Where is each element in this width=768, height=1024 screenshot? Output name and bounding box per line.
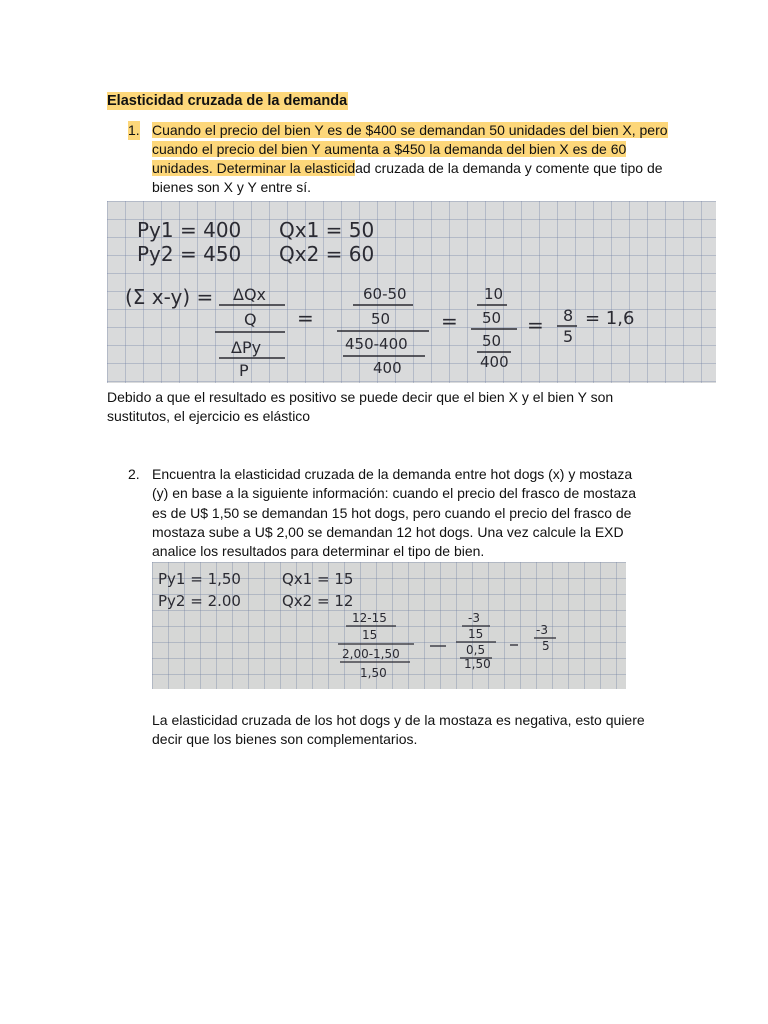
hw1-m2: 50 <box>482 309 502 327</box>
svg-text:=: = <box>297 306 314 330</box>
hw1-n2: 50 <box>371 310 391 328</box>
exercise-1-text-rest: ad cruzada de la demanda y comente que tipo de bienes son X y Y entre sí. <box>152 160 663 195</box>
hw1-qx2: Qx2 = 60 <box>279 242 375 266</box>
hw1-lhs: (Σ x-y) = <box>125 285 214 309</box>
handwritten-solution-1 <box>107 201 716 383</box>
hw2-py1: Py1 = 1,50 <box>158 570 241 588</box>
hw2-r1: -3 <box>536 623 548 637</box>
hw1-frac-dqx: ΔQx <box>233 285 267 304</box>
hw1-frac-p: P <box>239 361 249 380</box>
hw1-n1: 60-50 <box>363 285 407 303</box>
hw2-n4: 1,50 <box>360 666 387 680</box>
svg-text:=: = <box>441 309 458 333</box>
hw1-n4: 400 <box>373 359 402 377</box>
hw1-m4: 400 <box>480 353 509 371</box>
hw1-py2: Py2 = 450 <box>137 242 242 266</box>
hw2-n2: 15 <box>362 628 378 642</box>
hw2-m4: 1,50 <box>464 657 491 671</box>
hw2-py2: Py2 = 2.00 <box>158 592 241 610</box>
document-title: Elasticidad cruzada de la demanda <box>107 93 348 109</box>
exercise-1-text <box>152 121 668 197</box>
hw1-qx1: Qx1 = 50 <box>279 218 375 242</box>
hw2-n3: 2,00-1,50 <box>342 647 400 661</box>
hw2-qx1: Qx1 = 15 <box>282 570 354 588</box>
svg-text:=: = <box>527 313 544 337</box>
handwritten-solution-2-photo <box>152 562 626 689</box>
conclusion-2: La elasticidad cruzada de los hot dogs y de la mostaza es negativa, esto quiere decir que los bienes son complementarios. <box>152 712 645 748</box>
exercise-2-number: 2. <box>128 466 140 482</box>
hw1-frac-dpy: ΔPy <box>231 338 262 357</box>
exercise-1-text-highlighted: Cuando el precio del bien Y es de $400 se demandan 50 unidades del bien X, pero cuando el precio del bien Y aumenta a $450 la demanda del bien X es de 60 unidades. Determinar la elasticid <box>152 122 668 176</box>
hw1-py1: Py1 = 400 <box>137 218 242 242</box>
hw2-qx2: Qx2 = 12 <box>282 592 354 610</box>
hw2-r2: 5 <box>542 639 550 653</box>
conclusion-1: Debido a que el resultado es positivo se puede decir que el bien X y el bien Y son sustitutos, el ejercicio es elástico <box>107 389 614 424</box>
hw1-m3: 50 <box>482 332 502 350</box>
exercise-1 <box>128 121 668 197</box>
handwritten-solution-1-photo <box>107 201 716 383</box>
handwritten-solution-2 <box>152 562 626 689</box>
hw2-m1: -3 <box>468 611 480 625</box>
exercise-2-text: Encuentra la elasticidad cruzada de la demanda entre hot dogs (x) y mostaza (y) en base a la siguiente información: cuando el precio del frasco de mostaza es de U$ 1,50 se demandan 15 hot dogs, pero cuando el precio del frasco de mostaza sube a U$ 2,00 se demandan 12 hot dogs. Una vez calcule la EXD analice los resultados para determinar el tipo de bien. <box>152 466 637 560</box>
hw1-r1: 8 <box>563 306 574 325</box>
hw2-m3: 0,5 <box>466 643 486 657</box>
hw1-n3: 450-400 <box>345 335 408 353</box>
exercise-2 <box>128 465 648 561</box>
hw1-result: = 1,6 <box>585 308 635 329</box>
hw2-m2: 15 <box>468 627 484 641</box>
hw2-n1: 12-15 <box>352 611 387 625</box>
hw1-r2: 5 <box>563 327 574 346</box>
hw1-m1: 10 <box>484 285 504 303</box>
hw1-frac-q: Q <box>244 310 257 329</box>
exercise-1-number: 1. <box>128 122 140 138</box>
